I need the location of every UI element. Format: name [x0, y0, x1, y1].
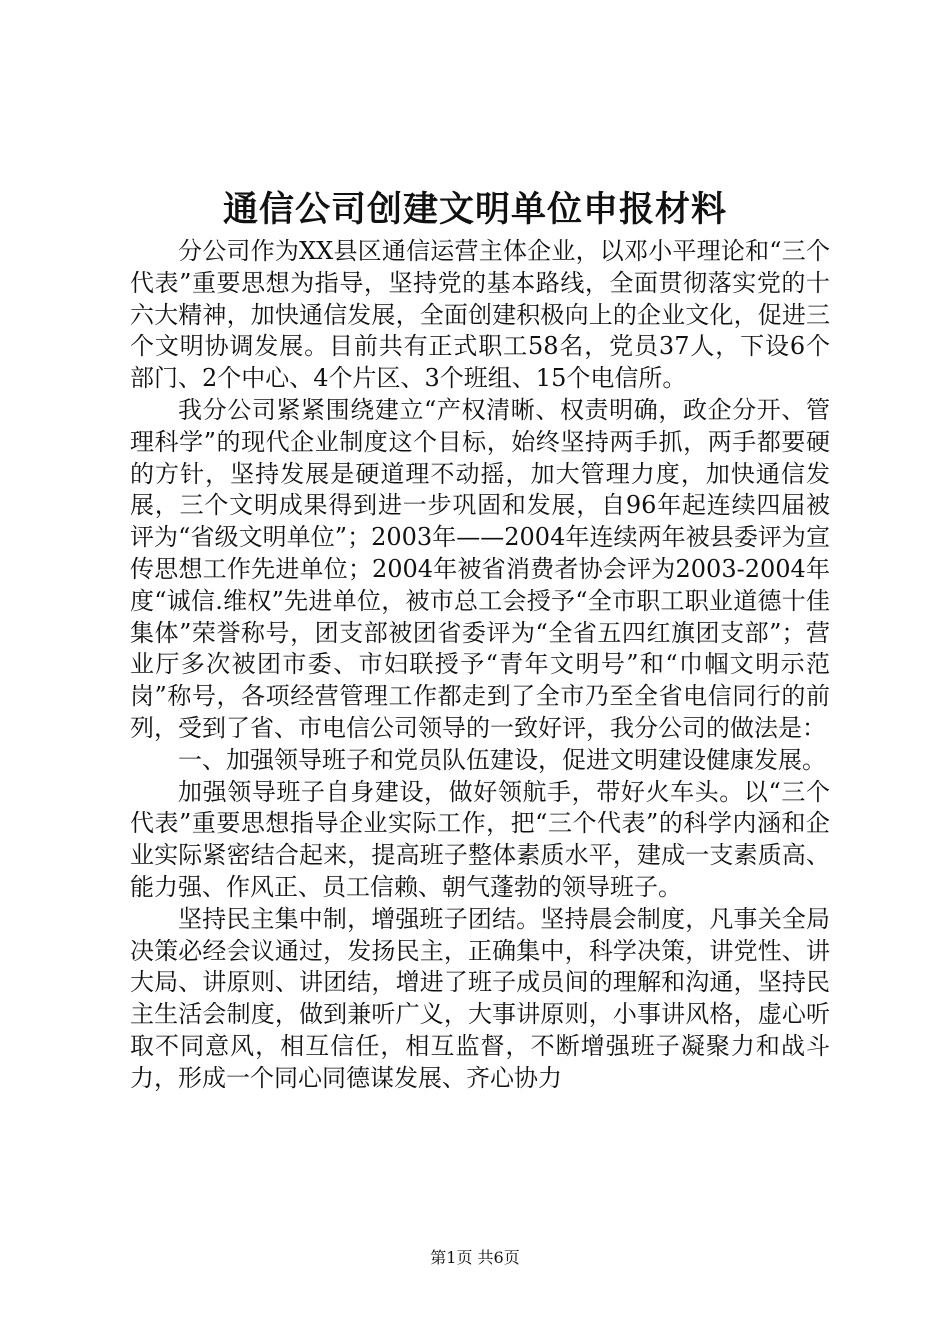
page-number-footer: 第1页 共6页	[430, 1248, 520, 1267]
body-paragraph: 加强领导班子自身建设，做好领航手，带好火车头。以“三个代表”重要思想指导企业实际工作，把“三个代表”的科学内涵和企业实际紧密结合起来，提高班子整体素质水平，建成一支素质高、能力强、作风正、员工信赖、朝气蓬勃的领导班子。	[130, 777, 830, 901]
document-body	[130, 236, 830, 1095]
document-title: 通信公司创建文明单位申报材料	[222, 189, 727, 230]
section-heading: 一、加强领导班子和党员队伍建设，促进文明建设健康发展。	[178, 745, 826, 774]
body-paragraph: 坚持民主集中制，增强班子团结。坚持晨会制度，凡事关全局决策必经会议通过，发扬民主，正确集中，科学决策，讲党性、讲大局、讲原则、讲团结，增进了班子成员间的理解和沟通，坚持民主生活会制度，做到兼听广义，大事讲原则，小事讲风格，虚心听取不同意风，相互信任，相互监督，不断增强班子凝聚力和战斗力，形成一个同心同德谋发展、齐心协力	[130, 904, 830, 1092]
body-paragraph: 分公司作为XX县区通信运营主体企业，以邓小平理论和“三个代表”重要思想为指导，坚持党的基本路线，全面贯彻落实党的十六大精神，加快通信发展，全面创建积极向上的企业文化，促进三个文明协调发展。目前共有正式职工58名，党员37人，下设6个部门、2个中心、4个片区、3个班组、15个电信所。	[130, 237, 830, 393]
body-paragraph: 我分公司紧紧围绕建立“产权清晰、权责明确，政企分开、管理科学”的现代企业制度这个目标，始终坚持两手抓，两手都要硬的方针，坚持发展是硬道理不动摇，加大管理力度，加快通信发展，三个文明成果得到进一步巩固和发展，自96年起连续四届被评为“省级文明单位”；2003年——2004年连续两年被县委评为宣传思想工作先进单位；2004年被省消费者协会评为2003-2004年度“诚信.维权”先进单位，被市总工会授予“全市职工职业道德十佳集体”荣誉称号，团支部被团省委评为“全省五四红旗团支部”；营业厅多次被团市委、市妇联授予“青年文明号”和“巾帼文明示范岗”称号，各项经营管理工作都走到了全市乃至全省电信同行的前列，受到了省、市电信公司领导的一致好评，我分公司的做法是：	[130, 395, 830, 742]
